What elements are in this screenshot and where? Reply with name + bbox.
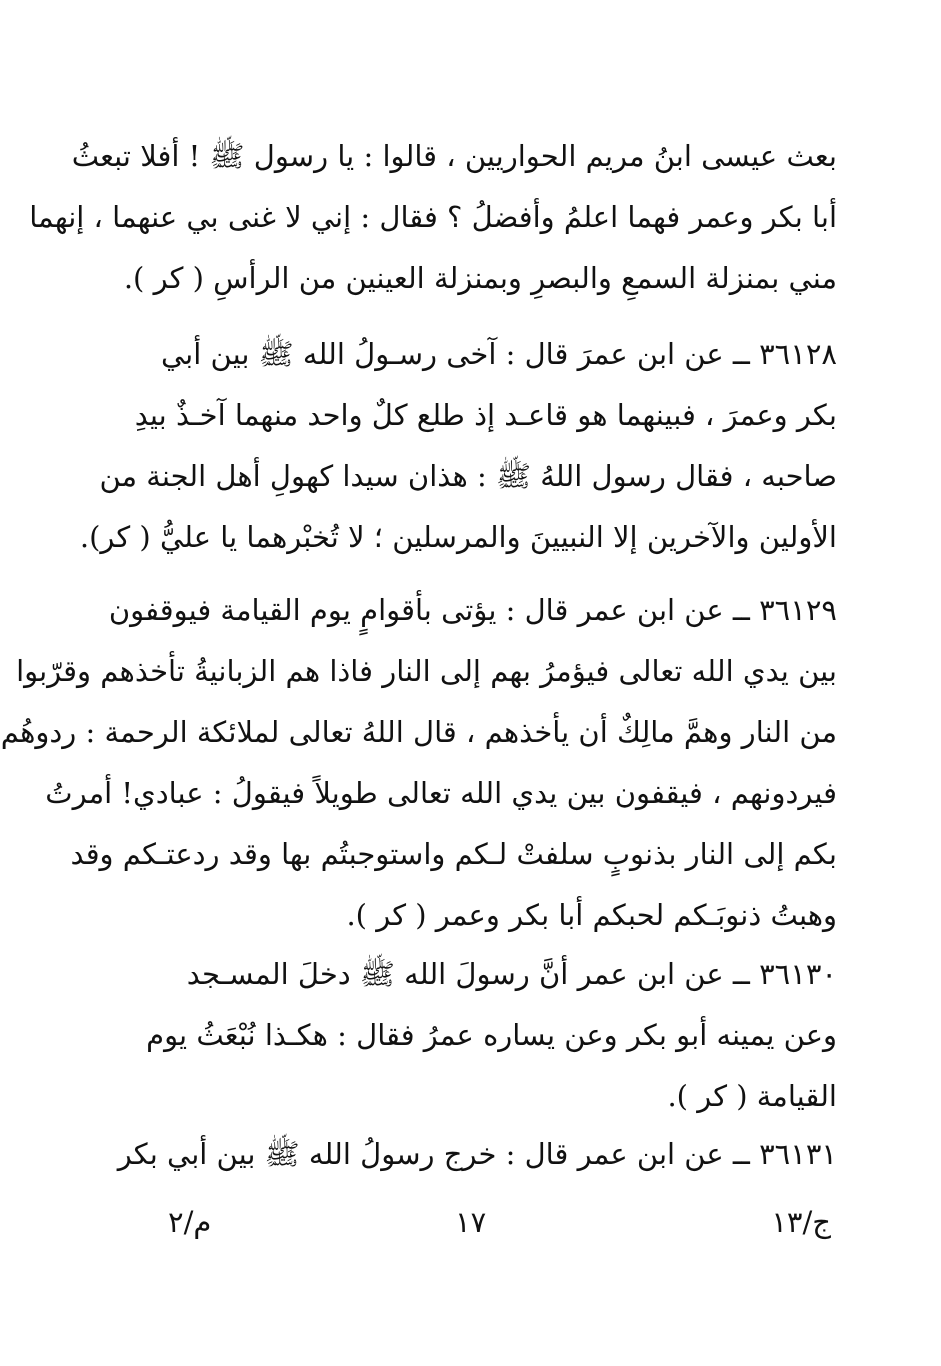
text-line: أبا بكر وعمر فهما اعلمُ وأفضلُ ؟ فقال : إني لا غنى بي عنهما ، إنهما: [29, 200, 837, 234]
text-line: ٣٦١٣٠ ــ عن ابن عمر أنَّ رسولَ الله ﷺ دخلَ المسـجد: [186, 957, 837, 991]
text-line: بعث عيسى ابنُ مريم الحواريين ، قالوا : يا رسول ﷺ ! أفلا تبعثُ: [71, 139, 837, 173]
text-line: من النار وهمَّ مالِكٌ أن يأخذهم ، قال اللهُ تعالى لملائكة الرحمة : ردوهُم: [0, 715, 837, 749]
paragraph-continuation: [29, 126, 837, 309]
page-number: ١٧: [455, 1205, 487, 1239]
text-line: بكر وعمرَ ، فبينهما هو قاعـد إذ طلع كلٌ واحد منهما آخـذٌ بيدِ: [134, 398, 837, 432]
text-line: وعن يمينه أبو بكر وعن يساره عمرُ فقال : هكـذا نُبْعَثُ يوم: [146, 1018, 837, 1052]
hadith-36131: [117, 1124, 837, 1185]
text-line: الأولين والآخرين إلا النبيينَ والمرسلين ؛ لا تُخبْرهما يا عليُّ ( كر).: [79, 520, 837, 554]
text-line: بين يدي الله تعالى فيؤمرُ بهم إلى النار فاذا هم الزبانيةُ تأخذهم وقرّبوا: [16, 654, 837, 688]
signature-mark: م/٢: [168, 1205, 212, 1239]
text-line: فيردونهم ، فيقفون بين يدي الله تعالى طويلاً فيقولُ : عبادي! أمرتُ: [45, 776, 837, 810]
text-line: ٣٦١٣١ ــ عن ابن عمر قال : خرج رسولُ الله ﷺ بين أبي بكر: [117, 1137, 837, 1171]
hadith-36128: [79, 324, 837, 568]
text-line: القيامة ( كر ).: [667, 1079, 837, 1113]
text-line: بكم إلى النار بذنوبٍ سلفتْ لـكم واستوجبتُم بها وقد ردعتـكم وقد: [70, 837, 837, 871]
hadith-36129: [0, 580, 837, 946]
volume-number: ج/١٣: [771, 1205, 831, 1239]
text-line: ٣٦١٢٨ ــ عن ابن عمرَ قال : آخى رسـولُ الله ﷺ بين أبي: [161, 337, 837, 371]
text-line: ٣٦١٢٩ ــ عن ابن عمر قال : يؤتى بأقوامٍ يوم القيامة فيوقفون: [108, 593, 837, 627]
text-line: وهبتُ ذنوبَـكم لحبكم أبا بكر وعمر ( كر ).: [346, 898, 837, 932]
text-line: مني بمنزلة السمعِ والبصرِ وبمنزلة العينين من الرأسِ ( كر ).: [123, 261, 837, 295]
hadith-36130: [132, 944, 837, 1127]
text-line: صاحبه ، فقال رسول اللهُ ﷺ : هذان سيدا كهولِ أهل الجنة من: [99, 459, 837, 493]
